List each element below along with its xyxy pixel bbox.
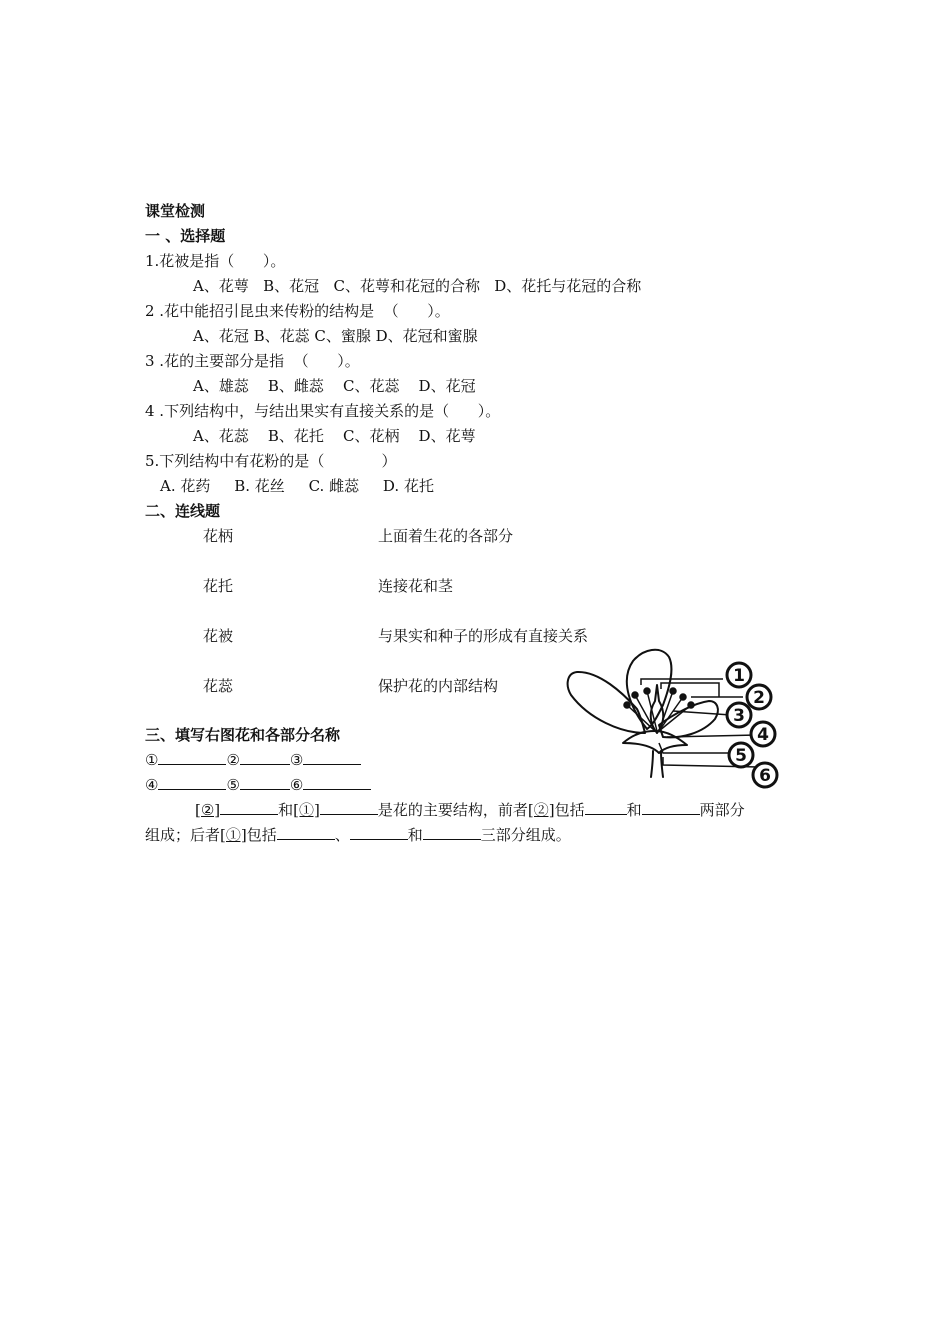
page-title: 课堂检测 xyxy=(145,202,206,220)
text: 组成；后者 xyxy=(145,826,221,844)
match-left-item: 花托 xyxy=(203,577,234,595)
section1-heading: 一 、选择题 xyxy=(145,227,226,245)
text: 两部分 xyxy=(699,801,745,819)
ref-2: [②] xyxy=(527,801,555,819)
blank[interactable] xyxy=(320,798,378,815)
question-5: 5.下列结构中有花粉的是（ ） xyxy=(145,452,397,470)
fill-sentence-1 xyxy=(195,798,745,821)
match-right-item: 上面着生花的各部分 xyxy=(378,527,514,545)
section2-heading: 二、连线题 xyxy=(145,502,221,520)
question-1: 1.花被是指（ ）。 xyxy=(145,252,286,270)
blank[interactable] xyxy=(423,823,481,840)
match-left-item: 花蕊 xyxy=(203,677,234,695)
blank[interactable] xyxy=(303,748,361,765)
sepal xyxy=(623,731,687,753)
diagram-number-1-text: 1 xyxy=(733,666,745,686)
blank[interactable] xyxy=(220,798,278,815)
text: 包括 xyxy=(554,801,585,819)
question-1-options: A、花萼 B、花冠 C、花萼和花冠的合称 D、花托与花冠的合称 xyxy=(193,277,642,295)
label-1: ① xyxy=(145,751,159,769)
fill-sentence-2 xyxy=(145,823,571,846)
match-right-item: 保护花的内部结构 xyxy=(378,677,499,695)
label-blanks-row-1 xyxy=(145,748,361,771)
blank[interactable] xyxy=(277,823,335,840)
text: 和 xyxy=(407,826,423,844)
question-3-options: A、雄蕊 B、雌蕊 C、花蕊 D、花冠 xyxy=(193,377,476,395)
diagram-number-5-text: 5 xyxy=(735,746,747,766)
flower-structure-diagram xyxy=(563,645,781,790)
question-3: 3 .花的主要部分是指 （ ）。 xyxy=(145,352,360,370)
petal-left xyxy=(568,672,645,733)
diagram-number-6-text: 6 xyxy=(759,766,771,786)
blank[interactable] xyxy=(158,773,226,790)
blank[interactable] xyxy=(642,798,700,815)
match-right-item: 连接花和茎 xyxy=(378,577,454,595)
label-5: ⑤ xyxy=(226,776,240,794)
blank[interactable] xyxy=(350,823,408,840)
question-2-options: A、花冠 B、花蕊 C、蜜腺 D、花冠和蜜腺 xyxy=(193,327,478,345)
diagram-number-2-text: 2 xyxy=(753,688,765,708)
match-left-item: 花柄 xyxy=(203,527,234,545)
ref-2: [②] xyxy=(195,801,221,819)
text: 包括 xyxy=(246,826,277,844)
blank[interactable] xyxy=(240,773,290,790)
text: 和 xyxy=(278,801,294,819)
blank[interactable] xyxy=(303,773,371,790)
label-4: ④ xyxy=(145,776,159,794)
ref-1: [①] xyxy=(293,801,320,819)
flower-stalk xyxy=(651,751,663,777)
label-6: ⑥ xyxy=(289,776,304,794)
text: 和 xyxy=(626,801,642,819)
question-4: 4 .下列结构中，与结出果实有直接关系的是（ ）。 xyxy=(145,402,501,420)
text: 三部分组成。 xyxy=(480,826,571,844)
label-2: ② xyxy=(226,751,240,769)
diagram-number-3-text: 3 xyxy=(733,706,745,726)
ref-1: [①] xyxy=(220,826,247,844)
text: 、 xyxy=(334,826,350,844)
match-right-item: 与果实和种子的形成有直接关系 xyxy=(378,627,589,645)
text: 是花的主要结构，前者 xyxy=(377,801,528,819)
question-5-options: A. 花药 B. 花丝 C. 雌蕊 D. 花托 xyxy=(160,477,434,495)
question-4-options: A、花蕊 B、花托 C、花柄 D、花萼 xyxy=(193,427,476,445)
blank[interactable] xyxy=(585,798,627,815)
section3-heading: 三、填写右图花和各部分名称 xyxy=(145,726,341,744)
label-blanks-row-2 xyxy=(145,773,371,796)
blank[interactable] xyxy=(158,748,226,765)
label-3: ③ xyxy=(289,751,304,769)
blank[interactable] xyxy=(240,748,290,765)
question-2: 2 .花中能招引昆虫来传粉的结构是 （ ）。 xyxy=(145,302,450,320)
diagram-number-4-text: 4 xyxy=(757,725,769,745)
match-left-item: 花被 xyxy=(203,627,234,645)
